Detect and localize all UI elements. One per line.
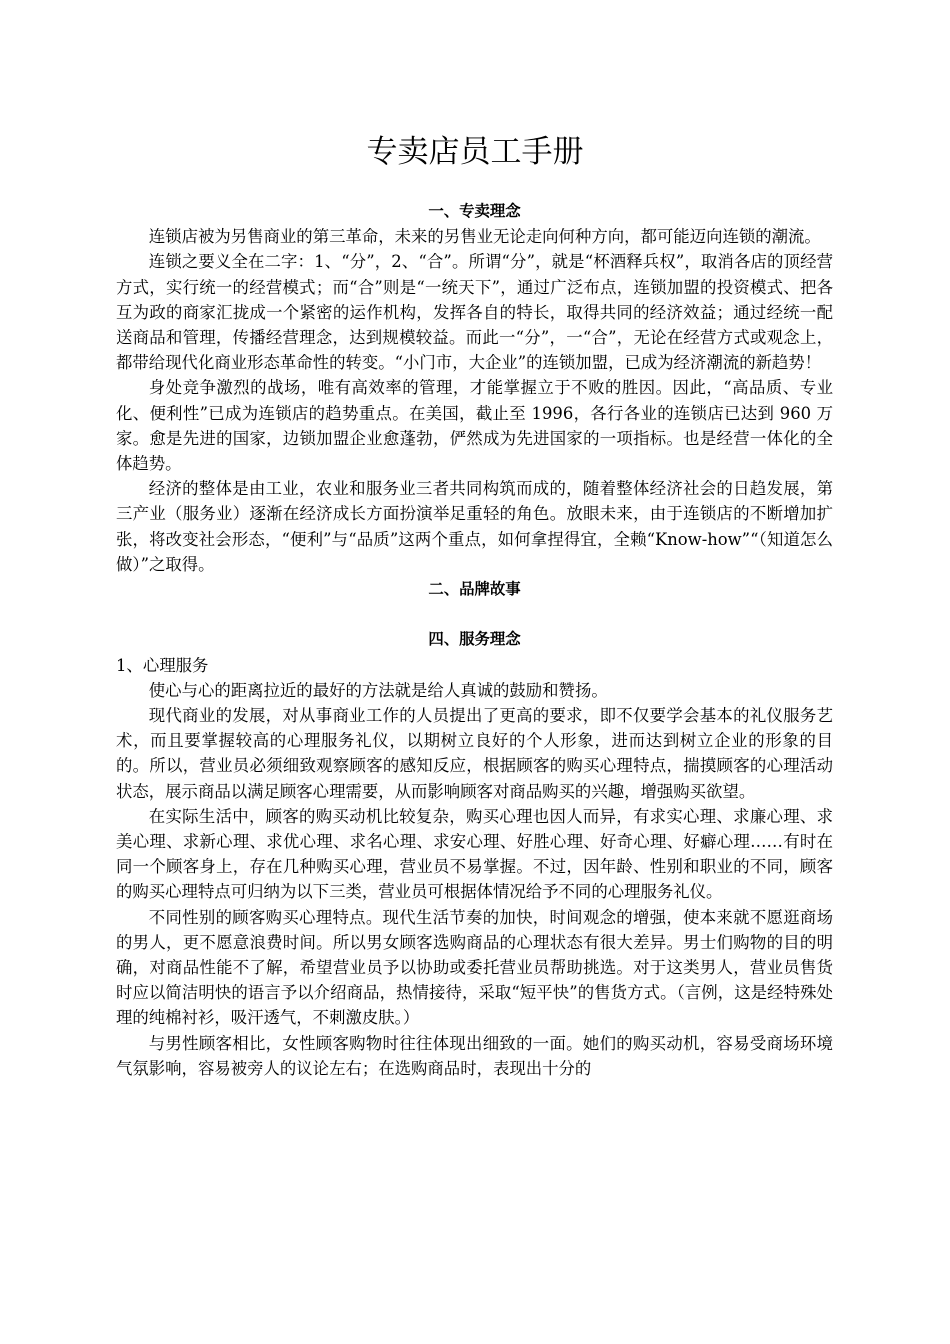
- subsection-heading: 1、心理服务: [116, 655, 209, 675]
- blank-line: [116, 602, 833, 627]
- paragraph: 经济的整体是由工业，农业和服务业三者共同构筑而成的，随着整体经济社会的日趋发展，第三产业（服务业）逐渐在经济成长方面扮演举足重轻的角色。放眼未来，由于连锁店的不断增加扩张，将改变社会形态，“便利”与“品质”这两个重点，如何拿捏得宜，全赖“Know-how”“（知道怎么做）”之取得。: [116, 479, 833, 574]
- paragraph: 在实际生活中，顾客的购买动机比较复杂，购买心理也因人而异，有求实心理、求廉心理、求美心理、求新心理、求优心理、求名心理、求安心理、好胜心理、好奇心理、好癖心理……有时在同一个顾客身上，存在几种购买心理，营业员不易掌握。不过，因年龄、性别和职业的不同，顾客的购买心理特点可归纳为以下三类，营业员可根据体情况给予不同的心理服务礼仪。: [116, 806, 833, 902]
- paragraph: 不同性别的顾客购买心理特点。现代生活节奏的加快，时间观念的增强，使本来就不愿逛商场的男人，更不愿意浪费时间。所以男女顾客选购商品的心理状态有很大差异。男士们购物的目的明确，对商品性能不了解，希望营业员予以协助或委托营业员帮助挑选。对于这类男人，营业员售货时应以简洁明快的语言予以介绍商品，热情接待，采取“短平快”的售货方式。（言例，这是经特殊处理的纯棉衬衫，吸汗透气，不刺激皮肤。）: [116, 907, 833, 1028]
- paragraph: 与男性顾客相比，女性顾客购物时往往体现出细致的一面。她们的购买动机，容易受商场环境气氛影响，容易被旁人的议论左右；在选购商品时，表现出十分的: [116, 1033, 833, 1078]
- paragraph: 连锁之要义全在二字：1、“分”，2、“合”。所谓“分”，就是“杯酒释兵权”，取消各店的顶经营方式，实行统一的经营模式；而“合”则是“一统天下”，通过广泛布点，连锁加盟的投资模式、把各互为政的商家汇拢成一个紧密的运作机构，发挥各自的特长，取得共同的经济效益；通过经统一配送商品和管理，传播经营理念，达到规模较益。而此一“分”，一“合”，无论在经营方式或观念上，都带给现代化商业形态革命性的转变。“小门市，大企业”的连锁加盟，已成为经济潮流的新趋势！: [116, 252, 833, 373]
- section-heading-brand-story: 二、品牌故事: [428, 580, 521, 599]
- paragraph: 身处竞争激烈的战场，唯有高效率的管理，才能掌握立于不败的胜因。因此，“高品质、专业化、便利性”已成为连锁店的趋势重点。在美国，截止至 1996，各行各业的连锁店已达到 960 万家。愈是先进的国家，边锁加盟企业愈蓬勃，俨然成为先进国家的一项指标。也是经营一体化的全体趋势。: [116, 378, 833, 474]
- document-title: 专卖店员工手册: [366, 134, 584, 170]
- paragraph: 连锁店被为另售商业的第三革命，未来的另售业无论走向何种方向，都可能迈向连锁的潮流。: [148, 227, 821, 247]
- paragraph: 使心与心的距离拉近的最好的方法就是给人真诚的鼓励和赞扬。: [148, 680, 608, 700]
- paragraph: 现代商业的发展，对从事商业工作的人员提出了更高的要求，即不仅要学会基本的礼仪服务艺术，而且要掌握较高的心理服务礼仪，以期树立良好的个人形象，进而达到树立企业的形象的目的。所以，营业员必须细致观察顾客的感知反应，根据顾客的购买心理特点，揣摸顾客的心理活动状态，展示商品以满足顾客心理需要，从而影响顾客对商品购买的兴趣，增强购买欲望。: [116, 706, 833, 801]
- section-heading-philosophy: 一、专卖理念: [428, 202, 521, 220]
- section-heading-service: 四、服务理念: [428, 630, 521, 649]
- document-body: [116, 199, 833, 1081]
